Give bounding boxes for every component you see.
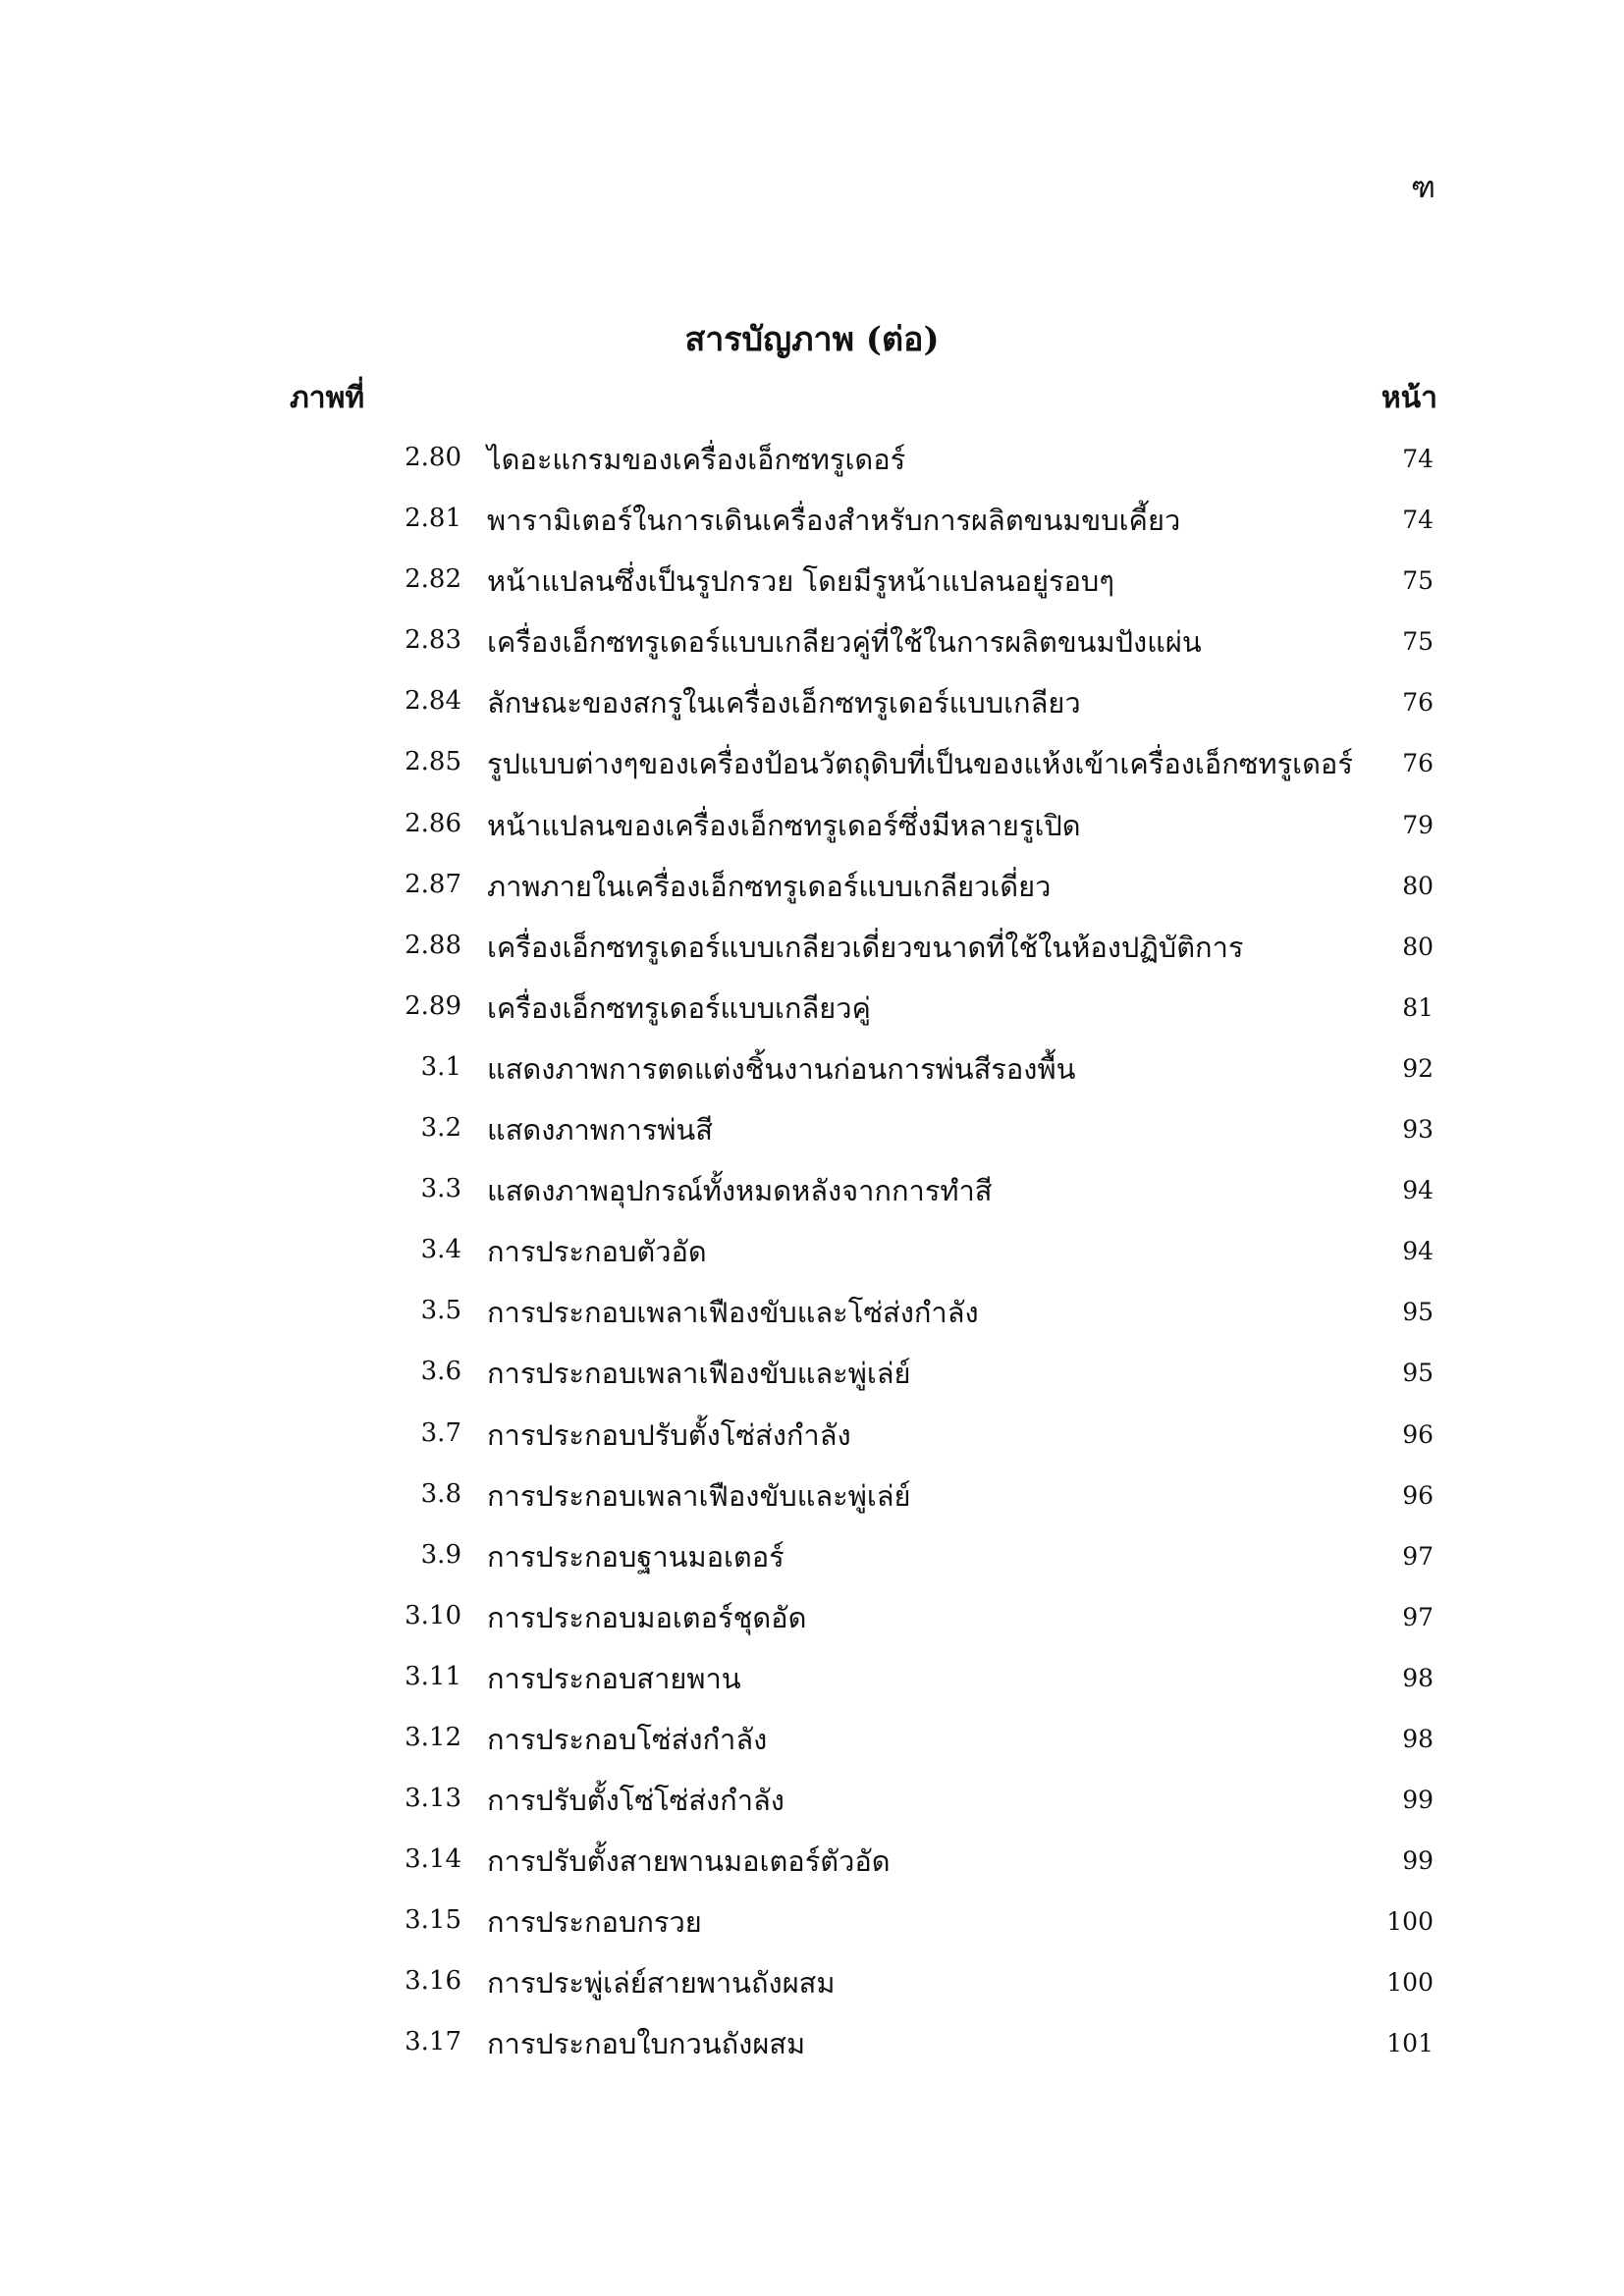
figure-number: 3.16 (405, 1966, 461, 1997)
figure-page-number: 98 (1402, 1724, 1434, 1753)
list-item (0, 1351, 1624, 1412)
list-item (0, 741, 1624, 802)
column-header-figure: ภาพที่ (290, 381, 365, 415)
page-title: สารบัญภาพ (ต่อ) (684, 320, 940, 359)
figure-caption: เครื่องเอ็กซทรูเดอร์แบบเกลียวเดี่ยวขนาดที่ใช้ในห้องปฏิบัติการ (487, 930, 1244, 964)
figure-number: 3.7 (420, 1417, 461, 1448)
figure-number: 2.82 (405, 564, 461, 595)
list-item (0, 1717, 1624, 1778)
figure-number: 3.15 (405, 1905, 461, 1936)
figure-caption: การประกอบสายพาน (487, 1661, 741, 1695)
figure-number: 2.89 (405, 990, 461, 1021)
figure-caption: การประกอบตัวอัด (487, 1235, 707, 1269)
list-item (0, 1595, 1624, 1656)
figure-number: 3.3 (420, 1174, 461, 1204)
figure-caption: เครื่องเอ็กซทรูเดอร์แบบเกลียวคู่ที่ใช้ในการผลิตขนมปังแผ่น (487, 625, 1202, 660)
figure-caption: การประกอบเพลาเฟืองขับและพู่เล่ย์ (487, 1357, 911, 1391)
figure-caption: ลักษณะของสกรูในเครื่องเอ็กซทรูเดอร์แบบเกลียว (487, 686, 1081, 721)
figure-page-number: 97 (1402, 1541, 1434, 1571)
figure-number: 3.11 (405, 1661, 461, 1691)
figure-number: 2.83 (405, 625, 461, 656)
figure-page-number: 100 (1386, 1968, 1434, 1998)
figure-page-number: 75 (1402, 627, 1434, 657)
list-of-figures (0, 437, 1624, 2083)
list-item (0, 2021, 1624, 2082)
figure-caption: การประกอบปรับตั้งโซ่ส่งกำลัง (487, 1417, 851, 1452)
figure-number: 3.1 (420, 1051, 461, 1082)
list-item (0, 1046, 1624, 1107)
figure-page-number: 76 (1402, 749, 1434, 778)
page-number: ฑ (1411, 171, 1435, 205)
figure-number: 2.85 (405, 747, 461, 777)
figure-page-number: 98 (1402, 1663, 1434, 1692)
figure-page-number: 74 (1402, 445, 1434, 473)
list-item (0, 1534, 1624, 1595)
figure-caption: แสดงภาพการตดแต่งชิ้นงานก่อนการพ่นสีรองพื้น (487, 1051, 1076, 1086)
figure-number: 3.4 (420, 1235, 461, 1265)
figure-caption: หน้าแปลนของเครื่องเอ็กซทรูเดอร์ซึ่งมีหลายรูเปิด (487, 808, 1081, 842)
figure-caption: การปรับตั้งโซ่โซ่ส่งกำลัง (487, 1784, 785, 1818)
list-item (0, 1960, 1624, 2021)
figure-page-number: 99 (1402, 1846, 1434, 1876)
figure-caption: แสดงภาพการพ่นสี (487, 1113, 713, 1148)
figure-caption: การประกอบกรวย (487, 1905, 702, 1940)
figure-number: 3.10 (405, 1600, 461, 1630)
column-header-page: หน้า (1380, 381, 1437, 415)
list-item (0, 864, 1624, 925)
list-item (0, 986, 1624, 1046)
figure-caption: การประกอบฐานมอเตอร์ (487, 1539, 785, 1574)
list-item (0, 1473, 1624, 1534)
figure-page-number: 100 (1386, 1907, 1434, 1937)
figure-number: 3.13 (405, 1784, 461, 1814)
list-item (0, 925, 1624, 986)
figure-number: 3.2 (420, 1113, 461, 1144)
figure-caption: หน้าแปลนซึ่งเป็นรูปกรวย โดยมีรูหน้าแปลนอยู่รอบๆ (487, 564, 1114, 599)
figure-caption: พารามิเตอร์ในการเดินเครื่องสำหรับการผลิตขนมขบเคี้ยว (487, 504, 1181, 538)
list-item (0, 1107, 1624, 1168)
figure-number: 3.6 (420, 1357, 461, 1387)
list-item (0, 1656, 1624, 1717)
figure-page-number: 93 (1402, 1115, 1434, 1145)
figure-number: 2.84 (405, 686, 461, 717)
figure-number: 3.5 (420, 1296, 461, 1326)
list-item (0, 680, 1624, 741)
list-item (0, 1290, 1624, 1351)
list-item (0, 1229, 1624, 1290)
figure-page-number: 74 (1402, 506, 1434, 535)
figure-number: 2.88 (405, 930, 461, 960)
figure-page-number: 80 (1402, 871, 1434, 900)
list-item (0, 1899, 1624, 1960)
figure-page-number: 95 (1402, 1298, 1434, 1327)
list-item (0, 498, 1624, 559)
list-item (0, 803, 1624, 864)
list-item (0, 619, 1624, 680)
figure-caption: เครื่องเอ็กซทรูเดอร์แบบเกลียวคู่ (487, 990, 871, 1025)
figure-caption: การประกอบมอเตอร์ชุดอัด (487, 1600, 807, 1634)
figure-caption: การประพู่เล่ย์สายพานถังผสม (487, 1966, 836, 2001)
figure-page-number: 96 (1402, 1419, 1434, 1449)
list-item (0, 559, 1624, 619)
figure-number: 3.8 (420, 1478, 461, 1509)
figure-page-number: 94 (1402, 1176, 1434, 1205)
figure-page-number: 76 (1402, 688, 1434, 718)
figure-page-number: 75 (1402, 566, 1434, 596)
list-item (0, 1413, 1624, 1473)
figure-caption: การประกอบเพลาเฟืองขับและพู่เล่ย์ (487, 1478, 911, 1513)
figure-page-number: 81 (1402, 992, 1434, 1022)
figure-number: 2.80 (405, 443, 461, 472)
list-item (0, 437, 1624, 498)
figure-number: 3.12 (405, 1722, 461, 1752)
figure-number: 2.81 (405, 504, 461, 534)
figure-number: 2.86 (405, 808, 461, 838)
figure-caption: ไดอะแกรมของเครื่องเอ็กซทรูเดอร์ (487, 443, 906, 476)
list-item (0, 1778, 1624, 1839)
figure-caption: การประกอบโซ่ส่งกำลัง (487, 1722, 768, 1756)
figure-page-number: 92 (1402, 1053, 1434, 1083)
figure-page-number: 96 (1402, 1480, 1434, 1510)
figure-caption: แสดงภาพอุปกรณ์ทั้งหมดหลังจากการทำสี (487, 1174, 993, 1208)
figure-caption: ภาพภายในเครื่องเอ็กซทรูเดอร์แบบเกลียวเดี่ยว (487, 869, 1052, 903)
list-item (0, 1839, 1624, 1899)
figure-number: 3.17 (405, 2027, 461, 2057)
figure-page-number: 94 (1402, 1237, 1434, 1266)
figure-caption: การประกอบเพลาเฟืองขับและโซ่ส่งกำลัง (487, 1296, 979, 1330)
figure-page-number: 79 (1402, 810, 1434, 839)
figure-caption: การประกอบใบกวนถังผสม (487, 2027, 806, 2061)
list-item (0, 1168, 1624, 1229)
figure-number: 3.14 (405, 1844, 461, 1875)
figure-number: 2.87 (405, 869, 461, 899)
figure-page-number: 80 (1402, 932, 1434, 961)
figure-page-number: 95 (1402, 1359, 1434, 1388)
figure-page-number: 99 (1402, 1786, 1434, 1815)
figure-page-number: 97 (1402, 1602, 1434, 1631)
figure-caption: รูปแบบต่างๆของเครื่องป้อนวัตถุดิบที่เป็นของแห้งเข้าเครื่องเอ็กซทรูเดอร์ (487, 747, 1353, 781)
figure-caption: การปรับตั้งสายพานมอเตอร์ตัวอัด (487, 1844, 891, 1879)
figure-page-number: 101 (1386, 2029, 1434, 2058)
figure-number: 3.9 (420, 1539, 461, 1570)
